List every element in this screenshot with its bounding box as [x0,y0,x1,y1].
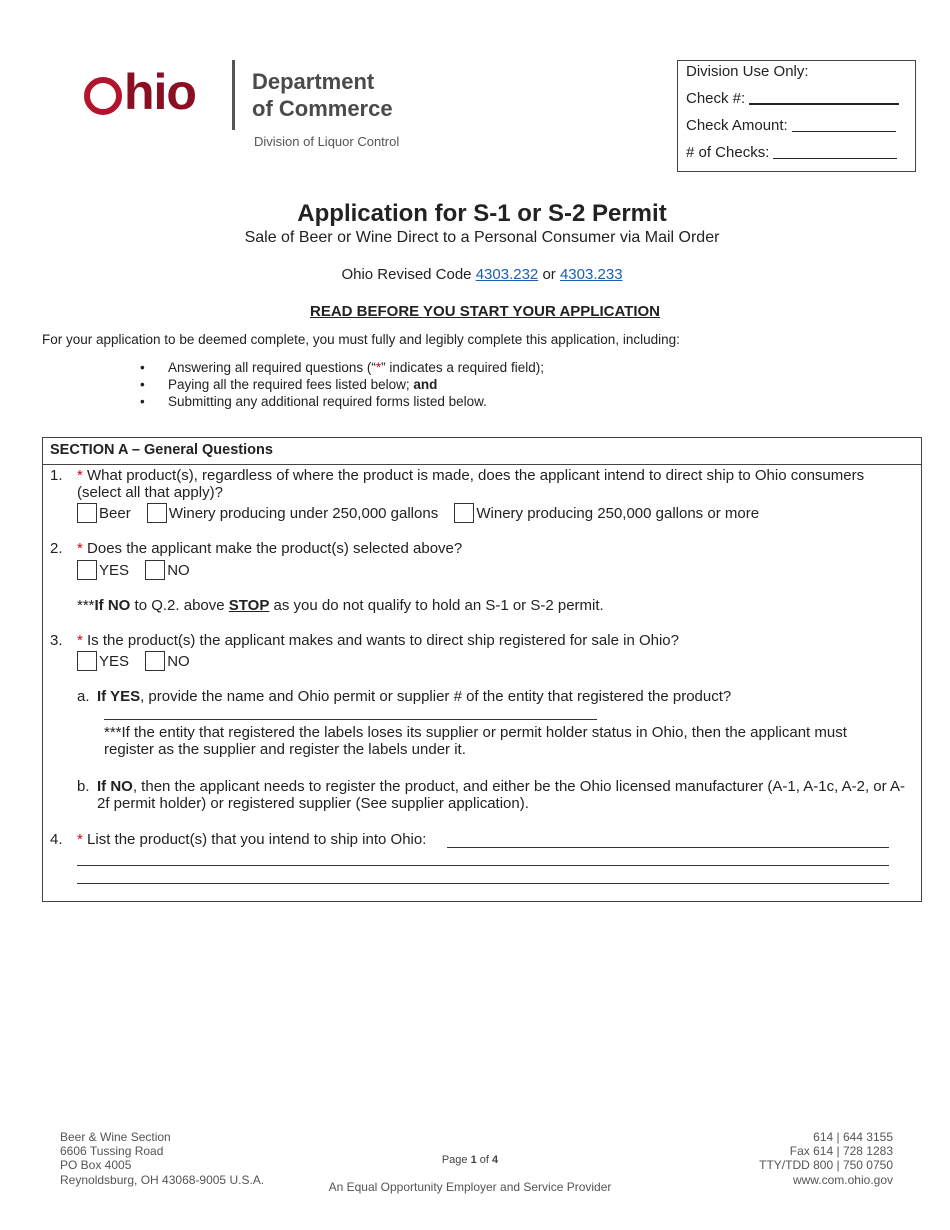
requirement-item: • Paying all the required fees listed below; and [140,376,544,393]
division-use-box [677,60,916,172]
q2-number: 2. [50,540,63,557]
q3-number: 3. [50,632,63,649]
requirement-item: • Answering all required questions (“*” indicates a required field); [140,359,544,376]
department-name [252,68,393,122]
q3b-label: b. [77,778,90,795]
orc-link-4303-232[interactable]: 4303.232 [475,266,539,283]
read-before-heading: READ BEFORE YOU START YOUR APPLICATION [309,303,661,320]
orc-prefix: Ohio Revised Code [341,266,472,283]
q1-number: 1. [50,467,63,484]
checkbox[interactable] [77,560,97,580]
q2-text: * Does the applicant make the product(s) selected above? [77,540,463,557]
checkbox[interactable] [145,651,165,671]
section-a-title: SECTION A – General Questions [50,442,273,458]
q3a-text: If YES, provide the name and Ohio permit or supplier # of the entity that registered the product? [97,688,732,705]
checkbox[interactable] [77,651,97,671]
checkbox[interactable] [145,560,165,580]
page-title: Application for S-1 or S-2 Permit [297,200,667,227]
equal-opportunity-text: An Equal Opportunity Employer and Service Provider [328,1180,612,1194]
orc-or: or [542,266,556,283]
q1-option-winery-over[interactable]: Winery producing 250,000 gallons or more [454,503,759,523]
num-checks-label: # of Checks: [686,144,770,161]
q3a-answer-line[interactable] [104,719,597,720]
check-amount-field[interactable] [792,131,896,132]
requirement-item: • Submitting any additional required forms listed below. [140,393,544,410]
division-name: Division of Liquor Control [254,134,400,149]
q1-options [77,503,771,523]
check-amount-label: Check Amount: [686,117,788,134]
num-checks-field[interactable] [773,158,897,159]
q4-number: 4. [50,831,63,848]
q2-option-yes[interactable]: YES [77,560,129,580]
check-number-label: Check #: [686,90,746,107]
q4-answer-line-1[interactable] [447,847,889,848]
checkbox[interactable] [77,503,97,523]
q1-text: * What product(s), regardless of where the product is made, does the applicant intend to direct ship to Ohio consumers (select all that apply)? [77,467,865,501]
num-checks-row [686,144,897,161]
ohio-revised-code [0,266,950,283]
dept-line1: Department [252,69,375,94]
check-number-row [686,90,899,107]
logo-divider [232,60,235,130]
check-number-field[interactable] [749,103,899,105]
q2-option-no[interactable]: NO [145,560,190,580]
q3b-text: If NO, then the applicant needs to register the product, and either be the Ohio licensed manufacturer (A-1, A-1c, A-2, or A-2f permit holder) or registered supplier (See supplier application). [97,778,905,812]
q1-option-beer[interactable]: Beer [77,503,131,523]
ohio-logo: hio [84,62,196,122]
footer-contact: 614 | 644 3155 Fax 614 | 728 1283 TTY/TDD 800 | 750 0750 www.com.ohio.gov [759,1130,893,1187]
requirements-list [140,359,544,410]
intro-text: For your application to be deemed complete, you must fully and legibly complete this application, including: [42,332,680,347]
q4-answer-line-3[interactable] [77,883,889,884]
checkbox[interactable] [454,503,474,523]
q4-answer-line-2[interactable] [77,865,889,866]
check-amount-row [686,117,896,134]
ohio-logo-o-icon [84,77,122,115]
orc-link-4303-233[interactable]: 4303.233 [559,266,623,283]
q2-stop-note: ***If NO to Q.2. above STOP as you do not qualify to hold an S-1 or S-2 permit. [77,597,604,614]
q3a-note: ***If the entity that registered the labels loses its supplier or permit holder status in Ohio, then the applicant must register as the supplier and register the labels under it. [104,724,847,758]
q3-option-no[interactable]: NO [145,651,190,671]
website-link[interactable]: www.com.ohio.gov [792,1172,893,1187]
division-use-title: Division Use Only: [686,63,809,80]
q2-options [77,560,202,580]
dept-line2: of Commerce [252,96,393,121]
section-a-header [42,437,922,465]
page-subtitle: Sale of Beer or Wine Direct to a Personal Consumer via Mail Order [244,229,720,246]
footer-address: Beer & Wine Section 6606 Tussing Road PO Box 4005 Reynoldsburg, OH 43068-9005 U.S.A. [60,1130,265,1187]
q3-text: * Is the product(s) the applicant makes and wants to direct ship registered for sale in Ohio? [77,632,679,649]
q3-options [77,651,202,671]
page-number: Page 1 of 4 [441,1154,499,1166]
q3-option-yes[interactable]: YES [77,651,129,671]
q1-option-winery-under[interactable]: Winery producing under 250,000 gallons [147,503,438,523]
q3a-label: a. [77,688,90,705]
q4-text: * List the product(s) that you intend to ship into Ohio: [77,831,427,848]
checkbox[interactable] [147,503,167,523]
